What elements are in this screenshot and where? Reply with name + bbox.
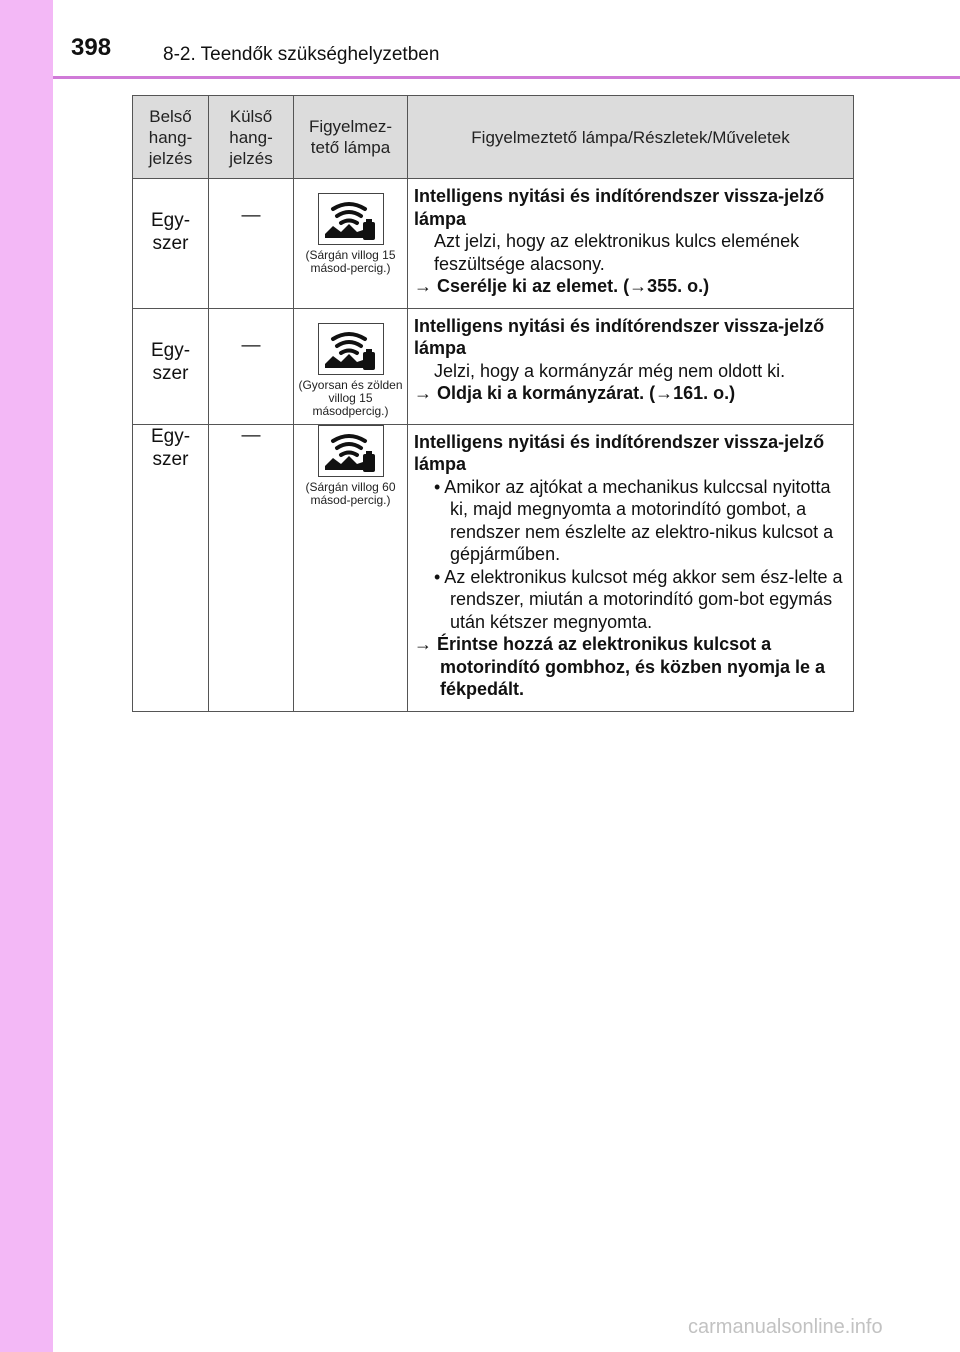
detail-action: → Cserélje ki az elemet. (→355. o.) [414, 276, 710, 296]
watermark: carmanualsonline.info [688, 1316, 883, 1338]
details-cell [408, 308, 854, 424]
page-header [0, 0, 960, 80]
col-header-details: Figyelmeztető lámpa/Részletek/Műveletek [408, 96, 854, 179]
detail-action: → Érintse hozzá az elektronikus kulcsot a motorindító gombhoz, és közben nyomja le a fékpedált. [414, 634, 826, 699]
table-header-row [133, 96, 854, 179]
external-buzzer-cell: — [209, 179, 294, 309]
details-cell [408, 424, 854, 711]
detail-title: Intelligens nyitási és indítórendszer vissza-jelző lámpa [414, 315, 825, 358]
detail-action: → Oldja ki a kormányzárat. (→161. o.) [414, 383, 736, 403]
col-header-external: Külső hang-jelzés [209, 96, 294, 179]
lamp-caption: (Gyorsan és zölden villog 15 másodpercig.) [298, 377, 403, 418]
header-divider [53, 76, 960, 79]
side-color-band [0, 0, 53, 1352]
external-buzzer-cell: — [209, 424, 294, 711]
bullet-item: • Az elektronikus kulcsot még akkor sem ész-lelte a rendszer, miután a motorindító gom-bot egymás után kétszer megnyomta. [434, 566, 843, 632]
detail-bullets [414, 476, 847, 634]
table-row [133, 179, 854, 309]
details-cell [408, 179, 854, 309]
lamp-caption: (Sárgán villog 60 másod-percig.) [305, 479, 396, 507]
warning-table [132, 95, 854, 712]
detail-title: Intelligens nyitási és indítórendszer vissza-jelző lámpa [414, 186, 825, 229]
page-number: 398 [71, 34, 112, 61]
warning-lamp-cell [294, 424, 408, 711]
section-title: 8-2. Teendők szükséghelyzetben [163, 44, 440, 65]
col-header-lamp: Figyelmez-tető lámpa [294, 96, 408, 179]
table-row [133, 424, 854, 711]
external-buzzer-cell: — [209, 308, 294, 424]
detail-title: Intelligens nyitási és indítórendszer vissza-jelző lámpa [414, 431, 825, 474]
warning-lamp-cell [294, 308, 408, 424]
key-battery-warning-icon [318, 425, 384, 477]
internal-chime-cell: Egy-szer [133, 424, 209, 711]
internal-chime-cell: Egy-szer [133, 179, 209, 309]
table-row [133, 308, 854, 424]
detail-text: Jelzi, hogy a kormányzár még nem oldott ki. [434, 360, 786, 381]
internal-chime-cell: Egy-szer [133, 308, 209, 424]
detail-text: Azt jelzi, hogy az elektronikus kulcs elemének feszültsége alacsony. [434, 231, 800, 274]
col-header-internal: Belső hang-jelzés [133, 96, 209, 179]
bullet-item: • Amikor az ajtókat a mechanikus kulccsal nyitotta ki, majd megnyomta a motorindító gombot, a rendszer nem észlelte az elektro-nikus kulcsot a gépjárműben. [434, 476, 834, 564]
key-battery-warning-icon [318, 193, 384, 245]
warning-lamp-cell [294, 179, 408, 309]
lamp-caption: (Sárgán villog 15 másod-percig.) [305, 248, 396, 275]
key-battery-warning-icon [318, 323, 384, 375]
